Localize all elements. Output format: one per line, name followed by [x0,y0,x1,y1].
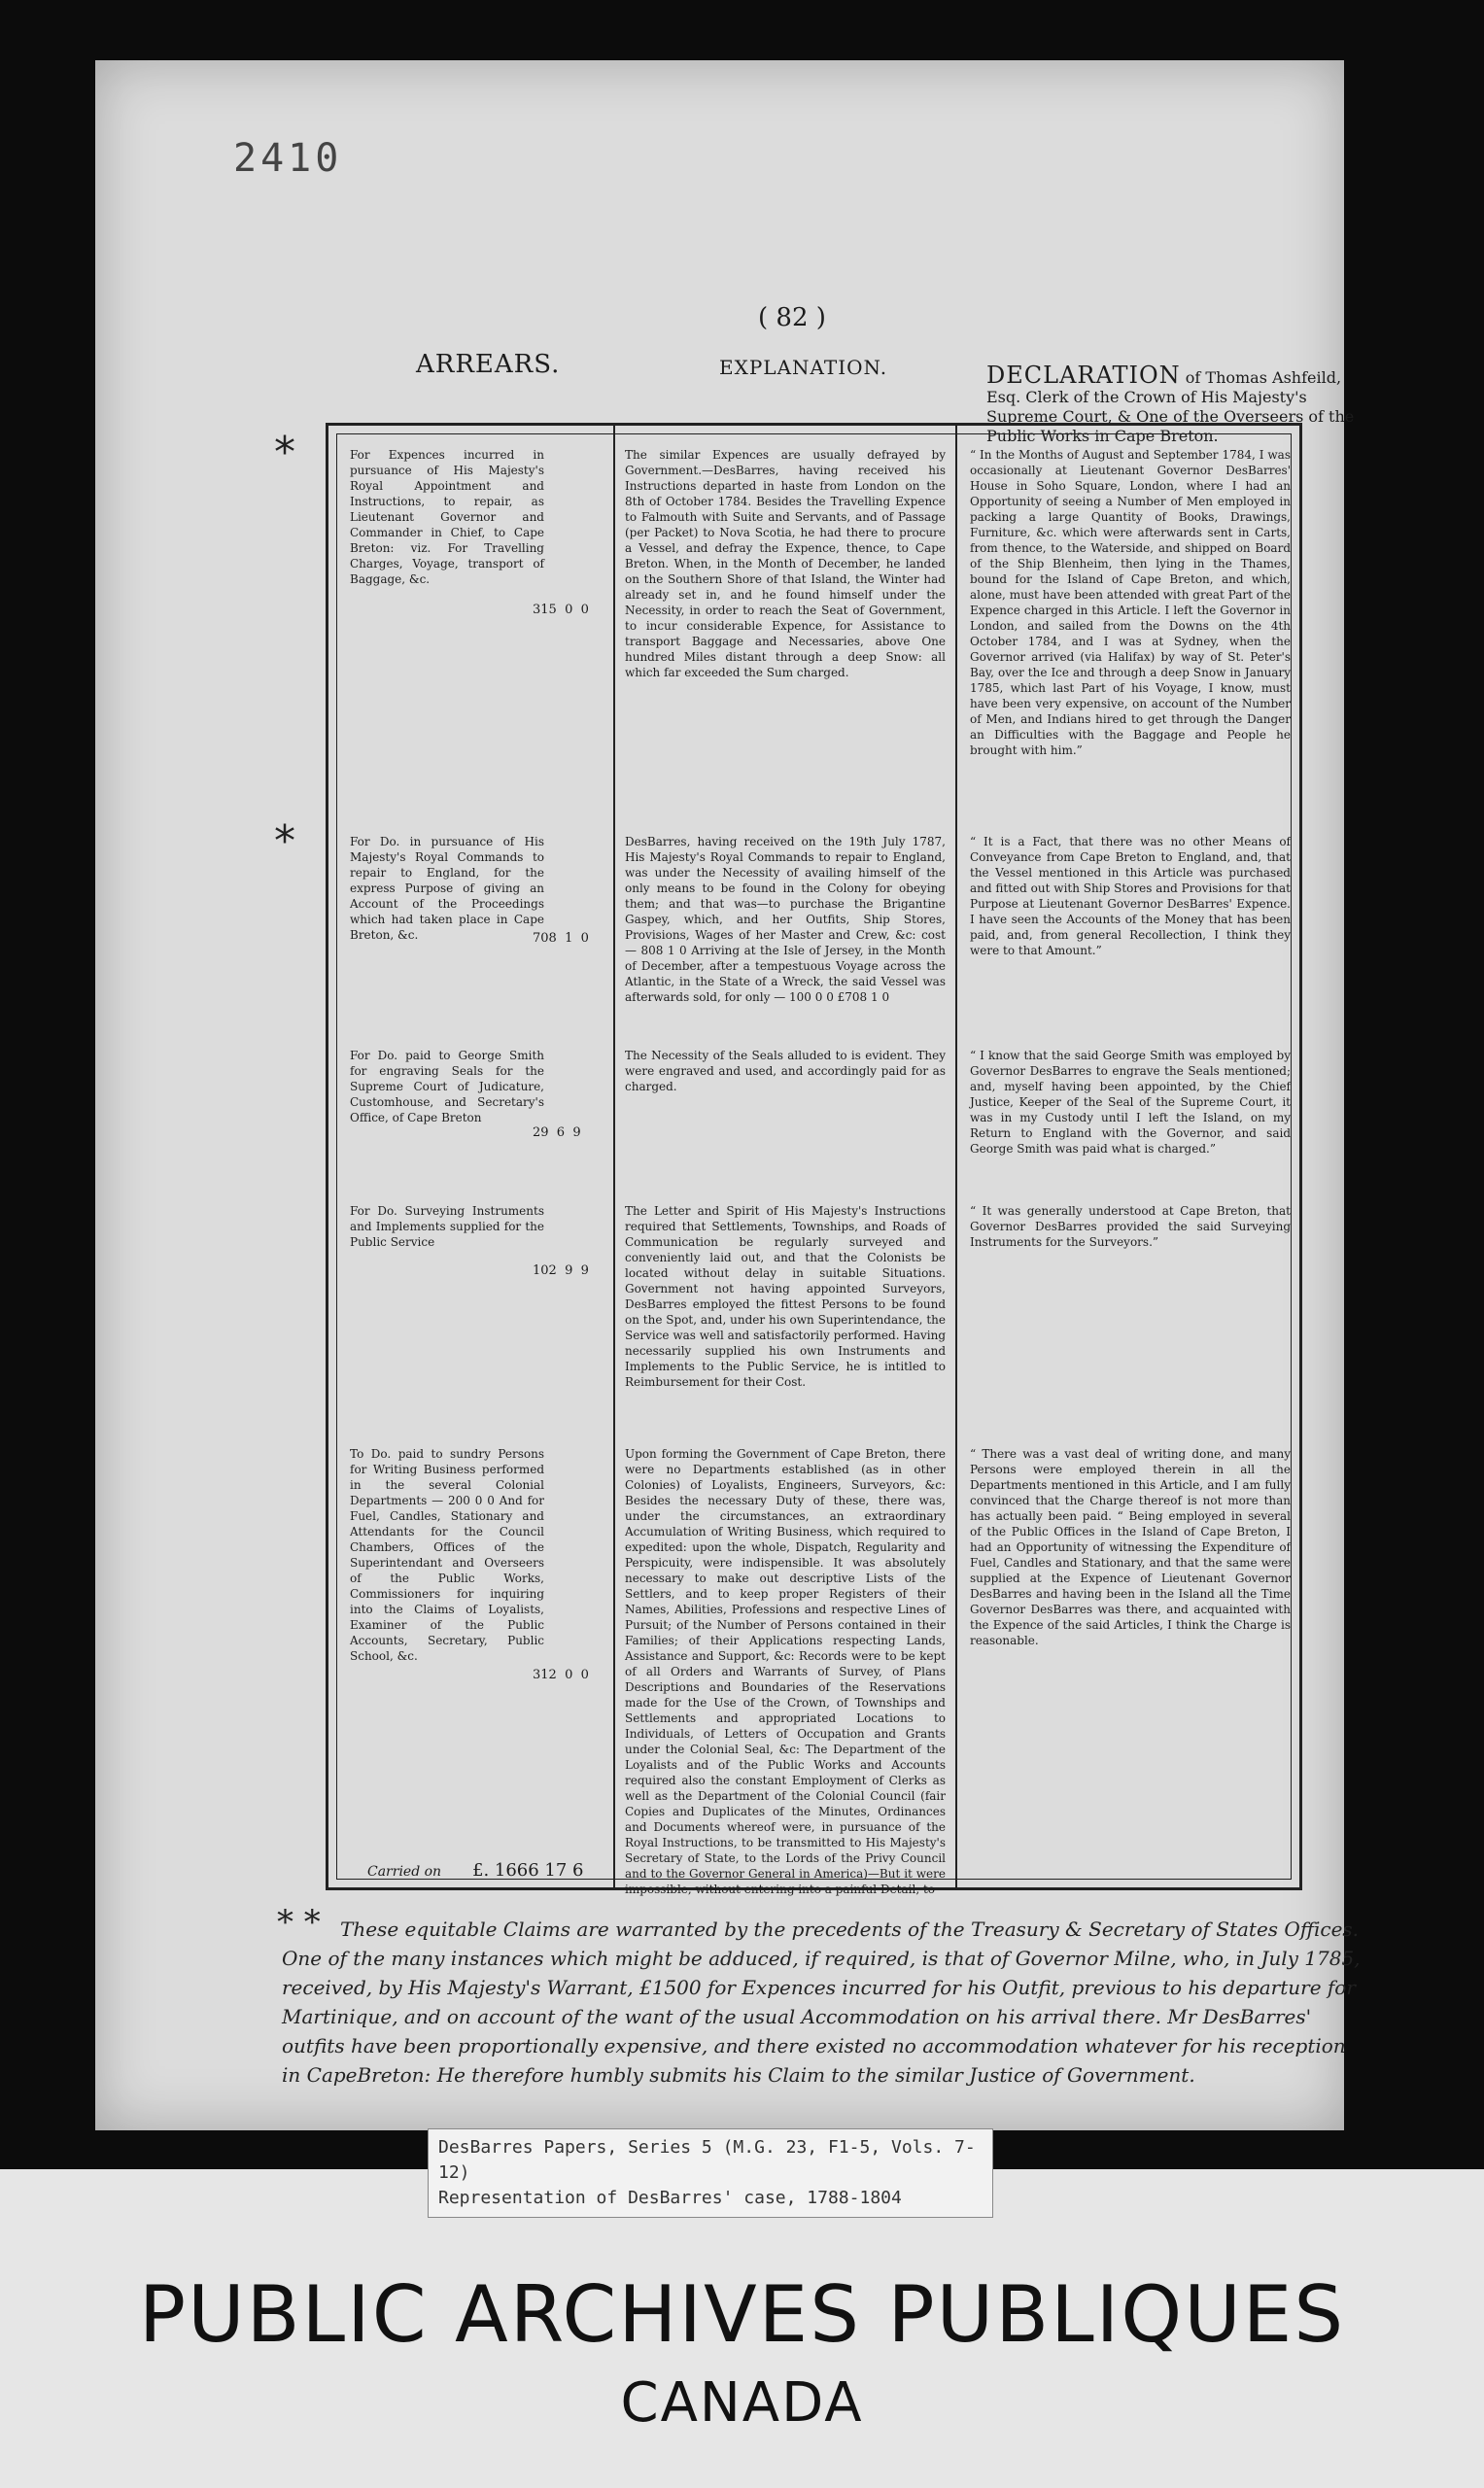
declaration-text: “ It was generally understood at Cape Breton, that Governor DesBarres provided the said Surveying Instruments for the Surveyors.” [970,1204,1291,1249]
explanation-text: The similar Expences are usually defrayed by Government.—DesBarres, having received his Instructions departed in haste from London on the 8th of October 1784. Besides the Travelling Expence to Falmouth with Suite and Servants, and of Passage (per Packet) to Nova Scotia, he had there to procure a Vessel, and defray the Expence, thence, to Cape Breton. When, in the Month of December, he landed on the Southern Shore of that Island, the Winter had already set in, and he found himself under the Necessity, in order to reach the Seat of Government, to incur considerable Expence, for Assistance to transport Baggage and Necessaries, above One hundred Miles distant through a deep Snow: all which far exceeded the Sum charged. [625,448,946,679]
arrear-text: For Do. paid to George Smith for engraving Seals for the Supreme Court of Judicature, Customhouse, and Secretary's Office, of Cape Breton [350,1049,544,1124]
arrear-text: For Expences incurred in pursuance of His Majesty's Royal Appointment and Instructions, to repair, as Lieutenant Governor and Commander in Chief, to Cape Breton: viz. For Travelling Charges, Voyage, transport of Baggage, &c. [350,448,544,586]
carried-on-label: Carried on [367,1864,442,1880]
page-number: 2410 [233,136,343,181]
declaration-subtitle: of Thomas Ashfeild, Esq. Clerk of the Crown of His Majesty's Supreme Court, & One of the Overseers of the Public Works in Cape Breton. [986,368,1355,445]
note-star-marks: * * [277,1903,321,1942]
header-explanation: EXPLANATION. [719,356,888,379]
carried-on-amount: £. 1666 17 6 [472,1860,584,1881]
header-arrears: ARREARS. [416,350,561,379]
archive-label [428,2128,993,2218]
declaration-title: DECLARATION [986,362,1181,389]
explanation-text: The Letter and Spirit of His Majesty's Instructions required that Settlements, Townships, and Roads of Communication be regularly surveyed and conveniently laid out, and that the Colonists be located without delay in suitable Situations. Government not having appointed Surveyors, DesBarres employed the fittest Persons to be found on the Spot, and, under his own Superintendance, the Service was well and satisfactorily performed. Having necessarily supplied his own Instruments and Implements to the Public Service, he is intitled to Reimbursement for their Cost. [625,1204,946,1389]
star-mark-2: * [274,816,295,866]
arrear-amount: 315 0 0 [533,603,589,617]
archive-label-line1: DesBarres Papers, Series 5 (M.G. 23, F1-5, Vols. 7-12) [438,2137,976,2183]
accounts-table [326,423,1302,1896]
handwritten-note-text: These equitable Claims are warranted by the precedents of the Treasury & Secretary of States Offices. One of the many instances which might be adduced, if required, is that of Governor Milne, who, in July 1785, received, by His Majesty's Warrant, £1500 for Expences incurred for his Outfit, previous to his departure for Martinique, and on account of the want of the usual Accommodation on his arrival there. Mr DesBarres' outfits have been proportionally expensive, and there existed no accommodation whatever for his reception in CapeBreton: He therefore humbly submits his Claim to the similar Justice of Government. [282,1918,1361,2087]
archive-label-line2: Representation of DesBarres' case, 1788-1804 [438,2188,902,2208]
archives-title: PUBLIC ARCHIVES PUBLIQUES [138,2269,1346,2360]
arrear-amount: 102 9 9 [533,1263,589,1278]
folio-number: ( 82 ) [758,303,826,332]
declaration-text: “ I know that the said George Smith was employed by Governor DesBarres to engrave the Seals mentioned; and, myself having been appointed, by the Chief Justice, Keeper of the Seal of the Supreme Court, it was in my Custody until I left the Island, on my Return to England with the Governor, and said George Smith was paid what is charged.” [970,1049,1291,1156]
declaration-text: “ There was a vast deal of writing done, and many Persons were employed therein in all the Departments mentioned in this Article, and I am fully convinced that the Charge thereof is not more than has actually been paid. “ Being employed in several of the Public Offices in the Island of Cape Breton, I had an Opportunity of witnessing the Expenditure of Fuel, Candles and Stationary, and that the same were supplied at the Expence of Lieutenant Governor DesBarres and having been in the Island all the Time Governor DesBarres was there, and acquainted with the Expence of the said Articles, I think the Charge is reasonable. [970,1447,1291,1647]
explanation-text: DesBarres, having received on the 19th July 1787, His Majesty's Royal Commands to repair to England, was under the Necessity of availing himself of the only means to be found in the Colony for obeying them; and that was—to purchase the Brigantine Gaspey, which, and her Outfits, Ship Stores, Provisions, Wages of her Master and Crew, &c: cost — 808 1 0 Arriving at the Isle of Jersey, in the Month of December, after a tempestuous Voyage across the Atlantic, in the State of a Wreck, the said Vessel was afterwards sold, for only — 100 0 0 £708 1 0 [625,835,946,1004]
column-divider-2 [955,426,957,1887]
arrear-amount: 29 6 9 [533,1125,581,1140]
archives-subtitle: CANADA [620,2371,864,2435]
arrear-text: For Do. Surveying Instruments and Implements supplied for the Public Service [350,1204,544,1249]
arrear-text: To Do. paid to sundry Persons for Writing Business performed in the several Colonial Departments — 200 0 0 And for Fuel, Candles, Stationary and Attendants for the Council Chambers, Offices of the Superintendant and Overseers of the Public Works, Commissioners for inquiring into the Claims of Loyalists, Examiner of the Public Accounts, Secretary, Public School, &c. [350,1447,544,1663]
star-mark-1: * [274,428,295,477]
arrear-amount: 708 1 0 [533,931,589,946]
column-divider-1 [613,426,615,1887]
arrear-text: For Do. in pursuance of His Majesty's Royal Commands to repair to England, for the express Purpose of giving an Account of the Proceedings which had taken place in Cape Breton, &c. [350,835,544,942]
arrear-amount: 312 0 0 [533,1668,589,1682]
handwritten-note [282,1915,1370,2090]
explanation-text: The Necessity of the Seals alluded to is evident. They were engraved and used, and accordingly paid for as charged. [625,1049,946,1093]
explanation-text: Upon forming the Government of Cape Breton, there were no Departments established (as in other Colonies) of Loyalists, Engineers, Surveyors, &c: Besides the necessary Duty of these, there was, under the circumstances, an extraordinary Accumulation of Writing Business, which required to expedited: upon the whole, Dispatch, Regularity and Perspicuity, were indispensible. It was absolutely necessary to make out descriptive Lists of the Settlers, and to keep proper Registers of their Names, Abilities, Professions and respective Lines of Pursuit; of the Number of Persons contained in their Families; of their Applications respecting Lands, Assistance and Support, &c: Records were to be kept of all Orders and Warrants of Survey, of Plans Descriptions and Boundaries of the Reservations made for the Use of the Crown, of Townships and Settlements and appropriated Locations to Individuals, of Letters of Occupation and Grants under the Colonial Seal, &c: The Department of the Loyalists and of the Public Works and Accounts required also the constant Employment of Clerks as well as the Department of the Colonial Council (fair Copies and Duplicates of the Minutes, Ordinances and Documents whereof were, in pursuance of the Royal Instructions, to be transmitted to His Majesty's Secretary of State, to the Lords of the Privy Council and to the Governor General in America)—But it were impossible, without entering into a painful Detail, to [625,1447,946,1896]
declaration-text: “ It is a Fact, that there was no other Means of Conveyance from Cape Breton to England, and, that the Vessel mentioned in this Article was purchased and fitted out with Ship Stores and Provisions for that Purpose at Lieutenant Governor DesBarres' Expence. I have seen the Accounts of the Money that has been paid, and, from general Recollection, I think they were to that Amount.” [970,835,1291,957]
declaration-text: “ In the Months of August and September 1784, I was occasionally at Lieutenant Governor DesBarres' House in Soho Square, London, where I had an Opportunity of seeing a Number of Men employed in packing a large Quantity of Books, Drawings, Furniture, &c. which were afterwards sent in Carts, from thence, to the Waterside, and shipped on Board of the Ship Blenheim, then lying in the Thames, bound for the Island of Cape Breton, and which, alone, must have been attended with great Part of the Expence charged in this Article. I left the Governor in London, and sailed from the Downs on the 4th October 1784, and I was at Sydney, when the Governor arrived (via Halifax) by way of St. Peter's Bay, over the Ice and through a deep Snow in January 1785, which last Part of his Voyage, I know, must have been very expensive, on account of the Number of Men, and Indians hired to get through the Danger an Difficulties with the Baggage and People he brought with him.” [970,448,1291,757]
